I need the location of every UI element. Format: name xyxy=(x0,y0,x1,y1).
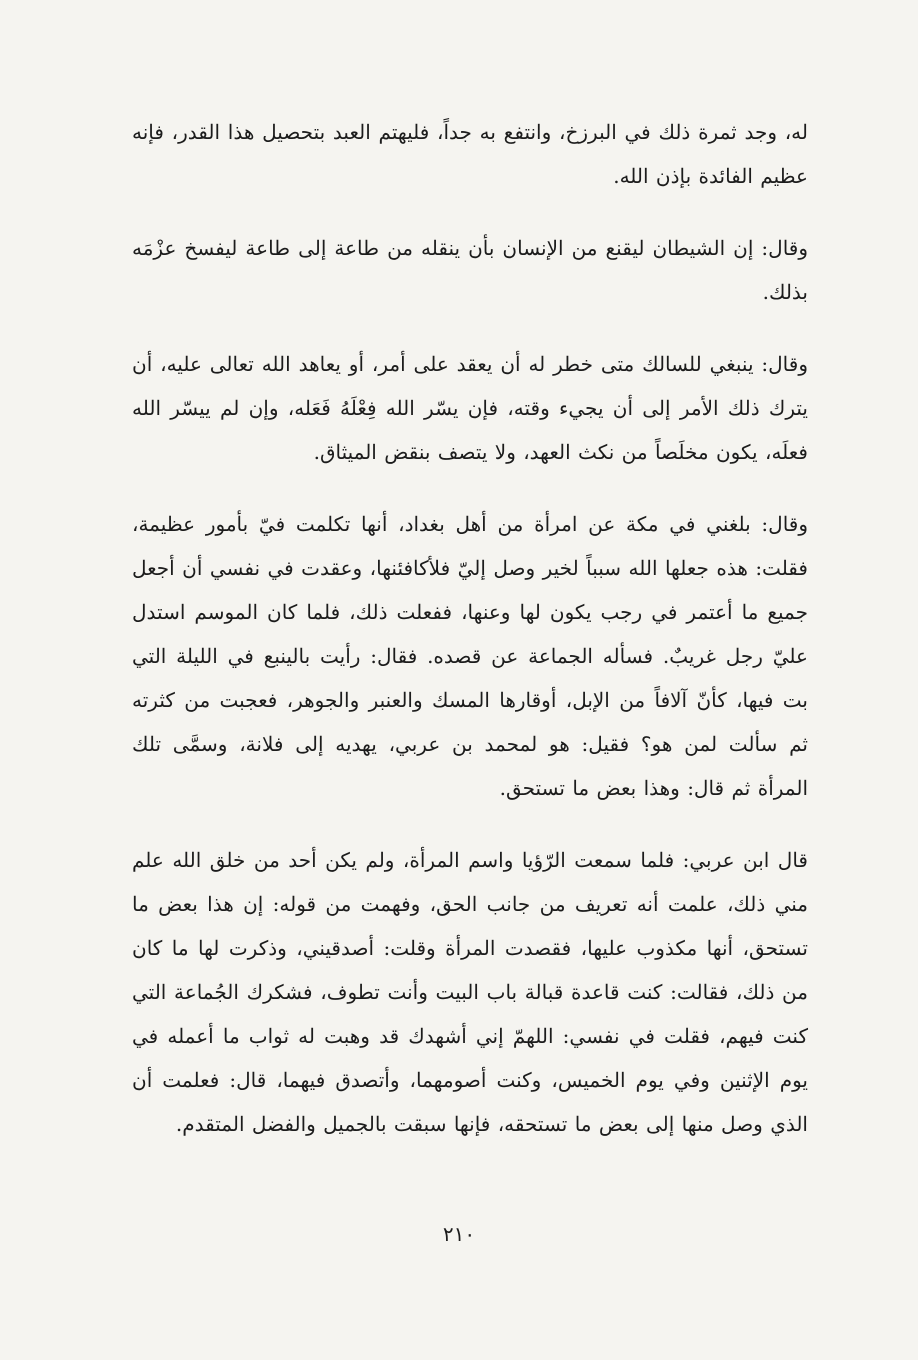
page-number: ٢١٠ xyxy=(442,1222,476,1246)
main-text xyxy=(132,110,808,1174)
paragraph-3: وقال: ينبغي للسالك متى خطر له أن يعقد على أمر، أو يعاهد الله تعالى عليه، أن يترك ذلك الأمر إلى أن يجيء وقته، فإن يسّر الله فِعْلَهُ فَعَله، وإن لم ييسّر الله فعلَه، يكون مخلَصاً من نكث العهد، ولا يتصف بنقض الميثاق. xyxy=(132,352,808,464)
paragraph-2: وقال: إن الشيطان ليقنع من الإنسان بأن ينقله من طاعة إلى طاعة ليفسخ عزْمَه بذلك. xyxy=(132,236,809,304)
paragraph-1: له، وجد ثمرة ذلك في البرزخ، وانتفع به جداً، فليهتم العبد بتحصيل هذا القدر، فإنه عظيم الفائدة بإذن الله. xyxy=(132,120,808,188)
paragraph-4: وقال: بلغني في مكة عن امرأة من أهل بغداد، أنها تكلمت فيّ بأمور عظيمة، فقلت: هذه جعلها الله سبباً لخير وصل إليّ فلأكافئنها، وعقدت في نفسي أن أجعل جميع ما أعتمر في رجب يكون لها وعنها، ففعلت ذلك، فلما كان الموسم استدل عليّ رجل غريبٌ. فسأله الجماعة عن قصده. فقال: رأيت بالينبع في الليلة التي بت فيها، كأنّ آلافاً من الإبل، أوقارها المسك والعنبر والجوهر، فعجبت من كثرته ثم سألت لمن هو؟ فقيل: هو لمحمد بن عربي، يهديه إلى فلانة، وسمَّى تلك المرأة ثم قال: وهذا بعض ما تستحق. xyxy=(132,512,809,800)
paragraph-5: قال ابن عربي: فلما سمعت الرّؤيا واسم المرأة، ولم يكن أحد من خلق الله علم مني ذلك، علمت أنه تعريف من جانب الحق، وفهمت من قوله: إن هذا بعض ما تستحق، أنها مكذوب عليها، فقصدت المرأة وقلت: أصدقيني، وذكرت لها ما كان من ذلك، فقالت: كنت قاعدة قبالة باب البيت وأنت تطوف، فشكرك الجُماعة التي كنت فيهم، فقلت في نفسي: اللهمّ إني أشهدك قد وهبت له ثواب ما أعمله في يوم الإثنين وفي يوم الخميس، وكنت أصومهما، وأتصدق فيهما، قال: فعلمت أن الذي وصل منها إلى بعض ما تستحقه، فإنها سبقت بالجميل والفضل المتقدم. xyxy=(132,848,808,1136)
